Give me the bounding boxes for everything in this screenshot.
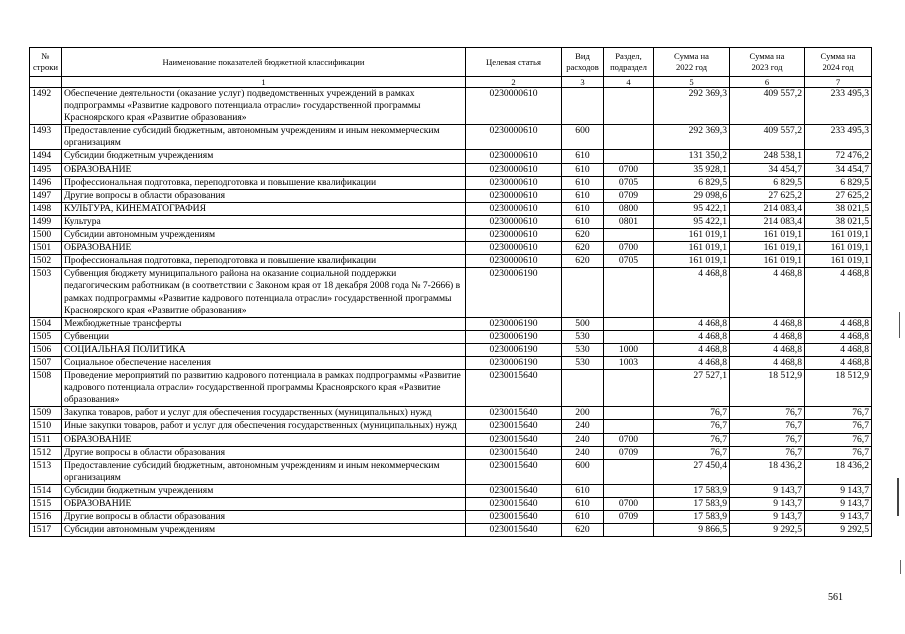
sum-2022: 161 019,1 (654, 229, 730, 242)
sum-2024: 4 468,8 (805, 343, 872, 356)
target-article: 0230000610 (466, 202, 562, 215)
row-name: Социальное обеспечение населения (62, 356, 466, 369)
table-row (30, 459, 872, 484)
table-row (30, 88, 872, 125)
table-row (30, 229, 872, 242)
section (604, 484, 654, 497)
target-article: 0230000610 (466, 163, 562, 176)
target-article: 0230000610 (466, 176, 562, 189)
row-name: Другие вопросы в области образования (62, 189, 466, 202)
sum-2024: 38 021,5 (805, 202, 872, 215)
row-number: 1494 (30, 150, 62, 163)
budget-table (29, 47, 872, 537)
section (604, 330, 654, 343)
column-number: 2 (466, 77, 562, 88)
target-article: 0230000610 (466, 215, 562, 228)
row-number: 1505 (30, 330, 62, 343)
target-article: 0230015640 (466, 511, 562, 524)
column-number: 7 (805, 77, 872, 88)
expense-type: 620 (562, 242, 604, 255)
sum-2023: 76,7 (730, 433, 805, 446)
target-article: 0230006190 (466, 356, 562, 369)
table-row (30, 433, 872, 446)
section (604, 150, 654, 163)
row-number: 1516 (30, 511, 62, 524)
sum-2024: 9 143,7 (805, 511, 872, 524)
section: 0700 (604, 433, 654, 446)
expense-type: 610 (562, 215, 604, 228)
row-name: ОБРАЗОВАНИЕ (62, 433, 466, 446)
sum-2022: 161 019,1 (654, 242, 730, 255)
sum-2024: 72 476,2 (805, 150, 872, 163)
row-number: 1514 (30, 484, 62, 497)
sum-2022: 29 098,6 (654, 189, 730, 202)
sum-2024: 76,7 (805, 433, 872, 446)
table-row (30, 330, 872, 343)
header-row-no: № строки (30, 48, 62, 77)
sum-2024: 233 495,3 (805, 125, 872, 150)
expense-type: 200 (562, 407, 604, 420)
section (604, 407, 654, 420)
expense-type: 610 (562, 511, 604, 524)
row-name: Предоставление субсидий бюджетным, автономным учреждениям и иным некоммерческим организациям (62, 125, 466, 150)
sum-2022: 4 468,8 (654, 268, 730, 317)
section (604, 268, 654, 317)
row-number: 1501 (30, 242, 62, 255)
row-number: 1492 (30, 88, 62, 125)
section: 0801 (604, 215, 654, 228)
sum-2024: 27 625,2 (805, 189, 872, 202)
sum-2022: 161 019,1 (654, 255, 730, 268)
sum-2022: 4 468,8 (654, 330, 730, 343)
sum-2023: 6 829,5 (730, 176, 805, 189)
row-number: 1500 (30, 229, 62, 242)
sum-2024: 4 468,8 (805, 317, 872, 330)
sum-2023: 18 512,9 (730, 370, 805, 407)
sum-2023: 409 557,2 (730, 88, 805, 125)
scan-artifact (900, 560, 901, 574)
target-article: 0230000610 (466, 125, 562, 150)
section (604, 459, 654, 484)
target-article: 0230015640 (466, 407, 562, 420)
table-row (30, 202, 872, 215)
row-name: Обеспечение деятельности (оказание услуг) подведомственных учреждений в рамках подпрограммы «Развитие кадрового потенциала отрасли» государственной программы Красноярского края «Развитие образования» (62, 88, 466, 125)
sum-2023: 18 436,2 (730, 459, 805, 484)
sum-2023: 214 083,4 (730, 202, 805, 215)
sum-2024: 18 512,9 (805, 370, 872, 407)
table-row (30, 176, 872, 189)
expense-type (562, 370, 604, 407)
table-row (30, 343, 872, 356)
target-article: 0230006190 (466, 330, 562, 343)
sum-2022: 4 468,8 (654, 317, 730, 330)
sum-2022: 76,7 (654, 420, 730, 433)
table-row (30, 407, 872, 420)
sum-2023: 34 454,7 (730, 163, 805, 176)
sum-2022: 4 468,8 (654, 356, 730, 369)
table-row (30, 255, 872, 268)
sum-2022: 76,7 (654, 446, 730, 459)
expense-type: 530 (562, 330, 604, 343)
sum-2023: 76,7 (730, 407, 805, 420)
column-number: 1 (62, 77, 466, 88)
sum-2022: 9 866,5 (654, 524, 730, 537)
sum-2022: 95 422,1 (654, 215, 730, 228)
target-article: 0230000610 (466, 189, 562, 202)
sum-2023: 27 625,2 (730, 189, 805, 202)
target-article: 0230000610 (466, 229, 562, 242)
sum-2024: 6 829,5 (805, 176, 872, 189)
target-article: 0230000610 (466, 150, 562, 163)
row-number: 1496 (30, 176, 62, 189)
sum-2023: 4 468,8 (730, 356, 805, 369)
sum-2024: 161 019,1 (805, 242, 872, 255)
column-number (30, 77, 62, 88)
sum-2024: 161 019,1 (805, 229, 872, 242)
expense-type: 610 (562, 163, 604, 176)
row-number: 1513 (30, 459, 62, 484)
header-sum-2022: Сумма на 2022 год (654, 48, 730, 77)
section: 0700 (604, 498, 654, 511)
row-name: Проведение мероприятий по развитию кадрового потенциала в рамках подпрограммы «Развитие кадрового потенциала отрасли» государственной программы Красноярского края «Развитие образования» (62, 370, 466, 407)
expense-type: 600 (562, 125, 604, 150)
expense-type: 610 (562, 202, 604, 215)
row-number: 1508 (30, 370, 62, 407)
sum-2022: 17 583,9 (654, 498, 730, 511)
target-article: 0230015640 (466, 484, 562, 497)
row-number: 1502 (30, 255, 62, 268)
row-name: Субсидии бюджетным учреждениям (62, 150, 466, 163)
sum-2022: 95 422,1 (654, 202, 730, 215)
expense-type: 240 (562, 433, 604, 446)
sum-2024: 4 468,8 (805, 356, 872, 369)
target-article: 0230015640 (466, 524, 562, 537)
table-row (30, 242, 872, 255)
expense-type: 240 (562, 446, 604, 459)
table-row (30, 420, 872, 433)
table-row (30, 484, 872, 497)
header-expense-type: Вид расходов (562, 48, 604, 77)
target-article: 0230015640 (466, 446, 562, 459)
row-name: Субсидии бюджетным учреждениям (62, 484, 466, 497)
section: 0709 (604, 189, 654, 202)
column-number: 4 (604, 77, 654, 88)
section: 0800 (604, 202, 654, 215)
section (604, 88, 654, 125)
target-article: 0230006190 (466, 317, 562, 330)
expense-type (562, 88, 604, 125)
row-name: Культура (62, 215, 466, 228)
sum-2023: 409 557,2 (730, 125, 805, 150)
header-target: Целевая статья (466, 48, 562, 77)
row-name: ОБРАЗОВАНИЕ (62, 242, 466, 255)
section: 0709 (604, 446, 654, 459)
scan-artifact (897, 478, 899, 516)
row-name: Профессиональная подготовка, переподготовка и повышение квалификации (62, 255, 466, 268)
sum-2023: 76,7 (730, 446, 805, 459)
section: 0700 (604, 163, 654, 176)
table-row (30, 150, 872, 163)
row-name: Межбюджетные трансферты (62, 317, 466, 330)
sum-2023: 161 019,1 (730, 255, 805, 268)
row-number: 1503 (30, 268, 62, 317)
expense-type (562, 268, 604, 317)
row-number: 1504 (30, 317, 62, 330)
table-row (30, 215, 872, 228)
sum-2024: 76,7 (805, 446, 872, 459)
row-number: 1493 (30, 125, 62, 150)
table-row (30, 524, 872, 537)
table-row (30, 446, 872, 459)
row-number: 1515 (30, 498, 62, 511)
sum-2024: 18 436,2 (805, 459, 872, 484)
table-body (30, 88, 872, 537)
expense-type: 610 (562, 189, 604, 202)
header-row (30, 48, 872, 77)
expense-type: 610 (562, 484, 604, 497)
row-name: КУЛЬТУРА, КИНЕМАТОГРАФИЯ (62, 202, 466, 215)
section: 1003 (604, 356, 654, 369)
target-article: 0230015640 (466, 498, 562, 511)
sum-2022: 131 350,2 (654, 150, 730, 163)
sum-2024: 76,7 (805, 407, 872, 420)
header-sum-2024: Сумма на 2024 год (805, 48, 872, 77)
section: 0705 (604, 255, 654, 268)
row-number: 1509 (30, 407, 62, 420)
target-article: 0230015640 (466, 433, 562, 446)
target-article: 0230015640 (466, 459, 562, 484)
row-name: Другие вопросы в области образования (62, 446, 466, 459)
page-number: 561 (828, 592, 843, 603)
sum-2023: 9 292,5 (730, 524, 805, 537)
column-number: 6 (730, 77, 805, 88)
row-name: ОБРАЗОВАНИЕ (62, 498, 466, 511)
target-article: 0230000610 (466, 255, 562, 268)
sum-2024: 4 468,8 (805, 268, 872, 317)
target-article: 0230006190 (466, 268, 562, 317)
row-name: Другие вопросы в области образования (62, 511, 466, 524)
row-number: 1512 (30, 446, 62, 459)
column-number: 5 (654, 77, 730, 88)
sum-2023: 161 019,1 (730, 242, 805, 255)
sum-2022: 27 450,4 (654, 459, 730, 484)
sum-2024: 233 495,3 (805, 88, 872, 125)
sum-2024: 34 454,7 (805, 163, 872, 176)
sum-2023: 76,7 (730, 420, 805, 433)
row-name: Профессиональная подготовка, переподготовка и повышение квалификации (62, 176, 466, 189)
sum-2022: 6 829,5 (654, 176, 730, 189)
section (604, 420, 654, 433)
row-number: 1517 (30, 524, 62, 537)
scan-artifact (899, 312, 900, 338)
row-number: 1498 (30, 202, 62, 215)
table-row (30, 370, 872, 407)
sum-2022: 292 369,3 (654, 125, 730, 150)
expense-type: 600 (562, 459, 604, 484)
table-row (30, 125, 872, 150)
column-number-row (30, 77, 872, 88)
table-row (30, 163, 872, 176)
section (604, 125, 654, 150)
row-name: Субсидии автономным учреждениям (62, 524, 466, 537)
row-name: Субвенции (62, 330, 466, 343)
sum-2024: 38 021,5 (805, 215, 872, 228)
sum-2023: 9 143,7 (730, 498, 805, 511)
expense-type: 620 (562, 229, 604, 242)
row-name: СОЦИАЛЬНАЯ ПОЛИТИКА (62, 343, 466, 356)
header-sum-2023: Сумма на 2023 год (730, 48, 805, 77)
expense-type: 620 (562, 255, 604, 268)
sum-2024: 9 143,7 (805, 484, 872, 497)
sum-2024: 76,7 (805, 420, 872, 433)
table-row (30, 317, 872, 330)
expense-type: 500 (562, 317, 604, 330)
row-number: 1511 (30, 433, 62, 446)
sum-2023: 4 468,8 (730, 330, 805, 343)
row-number: 1510 (30, 420, 62, 433)
target-article: 0230015640 (466, 370, 562, 407)
section (604, 524, 654, 537)
sum-2022: 17 583,9 (654, 484, 730, 497)
row-number: 1497 (30, 189, 62, 202)
section: 0709 (604, 511, 654, 524)
header-name: Наименование показателей бюджетной классификации (62, 48, 466, 77)
sum-2022: 35 928,1 (654, 163, 730, 176)
row-name: Предоставление субсидий бюджетным, автономным учреждениям и иным некоммерческим организациям (62, 459, 466, 484)
section (604, 370, 654, 407)
sum-2024: 9 143,7 (805, 498, 872, 511)
row-name: Субсидии автономным учреждениям (62, 229, 466, 242)
sum-2024: 161 019,1 (805, 255, 872, 268)
expense-type: 530 (562, 356, 604, 369)
section (604, 229, 654, 242)
table-row (30, 268, 872, 317)
expense-type: 610 (562, 498, 604, 511)
sum-2023: 161 019,1 (730, 229, 805, 242)
section: 0700 (604, 242, 654, 255)
row-name: Субвенция бюджету муниципального района на оказание социальной поддержки педагогическим работникам (в соответствии с Законом края от 18 декабря 2008 года № 7-2666) в рамках подпрограммы «Развитие кадрового потенциала отрасли» государственной программы Красноярского края «Развитие образования» (62, 268, 466, 317)
table-row (30, 511, 872, 524)
row-name: Закупка товаров, работ и услуг для обеспечения государственных (муниципальных) нужд (62, 407, 466, 420)
header-section: Раздел, подраздел (604, 48, 654, 77)
target-article: 0230000610 (466, 88, 562, 125)
sum-2022: 76,7 (654, 407, 730, 420)
sum-2022: 17 583,9 (654, 511, 730, 524)
expense-type: 610 (562, 176, 604, 189)
row-number: 1506 (30, 343, 62, 356)
row-number: 1507 (30, 356, 62, 369)
sum-2022: 76,7 (654, 433, 730, 446)
sum-2023: 9 143,7 (730, 484, 805, 497)
expense-type: 610 (562, 150, 604, 163)
sum-2023: 4 468,8 (730, 268, 805, 317)
section (604, 317, 654, 330)
row-number: 1499 (30, 215, 62, 228)
sum-2023: 4 468,8 (730, 317, 805, 330)
column-number: 3 (562, 77, 604, 88)
row-number: 1495 (30, 163, 62, 176)
sum-2022: 27 527,1 (654, 370, 730, 407)
row-name: ОБРАЗОВАНИЕ (62, 163, 466, 176)
table-row (30, 498, 872, 511)
table-row (30, 189, 872, 202)
expense-type: 530 (562, 343, 604, 356)
sum-2023: 214 083,4 (730, 215, 805, 228)
row-name: Иные закупки товаров, работ и услуг для обеспечения государственных (муниципальных) нужд (62, 420, 466, 433)
sum-2022: 4 468,8 (654, 343, 730, 356)
sum-2023: 248 538,1 (730, 150, 805, 163)
target-article: 0230006190 (466, 343, 562, 356)
sum-2022: 292 369,3 (654, 88, 730, 125)
expense-type: 240 (562, 420, 604, 433)
sum-2023: 9 143,7 (730, 511, 805, 524)
section: 0705 (604, 176, 654, 189)
expense-type: 620 (562, 524, 604, 537)
section: 1000 (604, 343, 654, 356)
sum-2023: 4 468,8 (730, 343, 805, 356)
sum-2024: 9 292,5 (805, 524, 872, 537)
target-article: 0230000610 (466, 242, 562, 255)
target-article: 0230015640 (466, 420, 562, 433)
table-row (30, 356, 872, 369)
sum-2024: 4 468,8 (805, 330, 872, 343)
